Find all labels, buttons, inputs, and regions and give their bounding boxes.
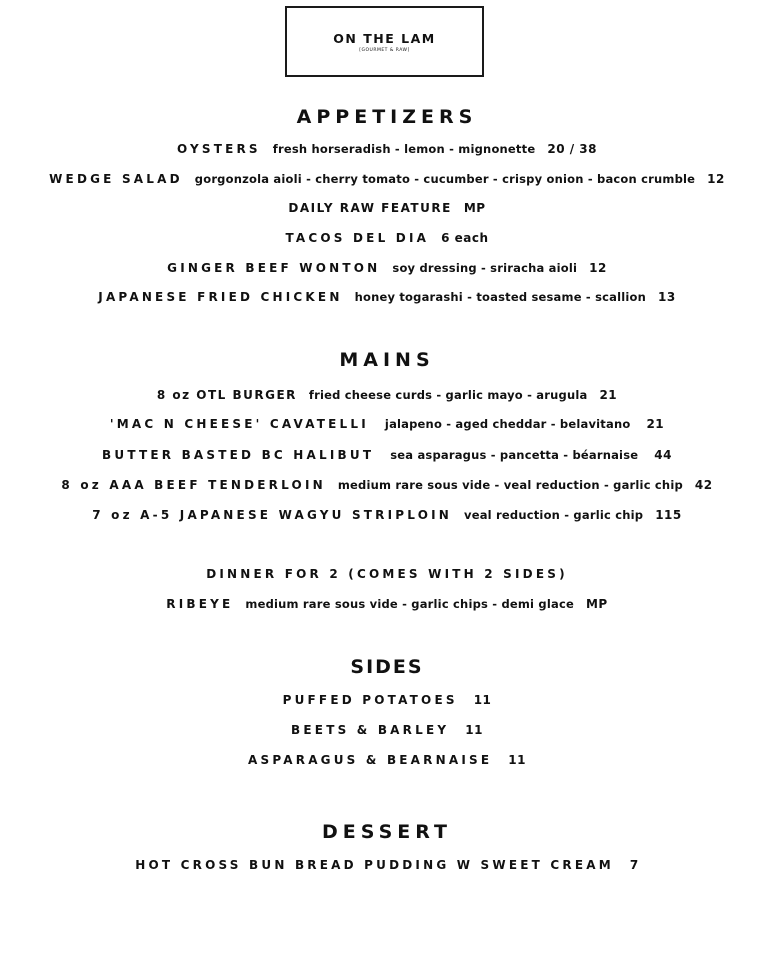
restaurant-logo (285, 6, 484, 77)
item-price: 6 each (441, 231, 489, 245)
item-price: 42 (694, 478, 713, 492)
item-description: soy dressing - sriracha aioli (392, 261, 578, 275)
item-name: BUTTER BASTED BC HALIBUT (102, 448, 375, 462)
sides-heading: SIDES (350, 656, 424, 678)
menu-item (0, 260, 774, 276)
menu-item (0, 722, 774, 738)
menu-item (0, 857, 774, 873)
menu-item (0, 692, 774, 708)
item-price: 115 (655, 508, 682, 522)
item-price: 7 (629, 858, 639, 872)
dinner-for-two-heading (0, 566, 774, 582)
appetizers-heading: APPETIZERS (296, 106, 478, 128)
item-name: DAILY RAW FEATURE (288, 201, 452, 215)
item-description: medium rare sous vide - garlic chips - demi glace (245, 597, 574, 611)
item-price: 21 (646, 417, 665, 431)
item-description: fried cheese curds - garlic mayo - arugula (308, 388, 588, 402)
dessert-heading: DESSERT (322, 821, 452, 843)
item-name: OYSTERS (177, 142, 261, 156)
menu-item (0, 416, 774, 432)
menu-item (0, 171, 774, 187)
item-price: MP (585, 597, 608, 611)
menu-item (0, 447, 774, 463)
item-name: TACOS DEL DIA (285, 231, 430, 245)
item-description: fresh horseradish - lemon - mignonette (272, 142, 536, 156)
item-description: honey togarashi - toasted sesame - scallion (354, 290, 647, 304)
logo-name: ON THE LAM (333, 30, 436, 46)
item-price: 11 (465, 723, 483, 737)
item-price: 11 (508, 753, 526, 767)
menu-item (0, 387, 774, 403)
item-price: MP (463, 201, 486, 215)
item-price: 12 (589, 261, 607, 275)
menu-item (0, 141, 774, 157)
item-name: JAPANESE FRIED CHICKEN (98, 290, 343, 304)
item-name: 8 oz OTL BURGER (156, 388, 297, 402)
item-name: 7 oz A-5 JAPANESE WAGYU STRIPLOIN (92, 508, 453, 522)
item-price: 20 / 38 (547, 142, 597, 156)
item-price: 13 (658, 290, 676, 304)
item-price: 11 (473, 693, 492, 707)
menu-item (0, 230, 774, 246)
menu-item (0, 477, 774, 493)
item-description: veal reduction - garlic chip (464, 508, 644, 522)
item-description: jalapeno - aged cheddar - belavitano (384, 417, 631, 431)
item-name: RIBEYE (166, 597, 234, 611)
item-name: BEETS & BARLEY (291, 723, 450, 737)
item-name: PUFFED POTATOES (282, 693, 458, 707)
item-name: ASPARAGUS & BEARNAISE (248, 753, 493, 767)
menu-item (0, 507, 774, 523)
menu-item (0, 200, 774, 216)
item-name: 'MAC N CHEESE' CAVATELLI (109, 417, 369, 431)
item-price: 21 (599, 388, 618, 402)
item-description: sea asparagus - pancetta - béarnaise (390, 448, 639, 462)
item-name: HOT CROSS BUN BREAD PUDDING W SWEET CREAM (135, 858, 614, 872)
mains-heading: MAINS (339, 349, 435, 371)
menu-item (0, 752, 774, 768)
item-price: 12 (707, 172, 725, 186)
item-description: gorgonzola aioli - cherry tomato - cucumber - crispy onion - bacon crumble (194, 172, 696, 186)
menu-item (0, 596, 774, 612)
item-price: 44 (654, 448, 672, 462)
item-name: GINGER BEEF WONTON (167, 261, 381, 275)
logo-tagline: [GOURMET & RAW] (359, 47, 410, 53)
item-description: medium rare sous vide - veal reduction - garlic chip (337, 478, 683, 492)
item-name: WEDGE SALAD (49, 172, 183, 186)
item-name: 8 oz AAA BEEF TENDERLOIN (61, 478, 326, 492)
subheading-text: DINNER FOR 2 (COMES WITH 2 SIDES) (206, 567, 568, 581)
menu-item (0, 289, 774, 305)
